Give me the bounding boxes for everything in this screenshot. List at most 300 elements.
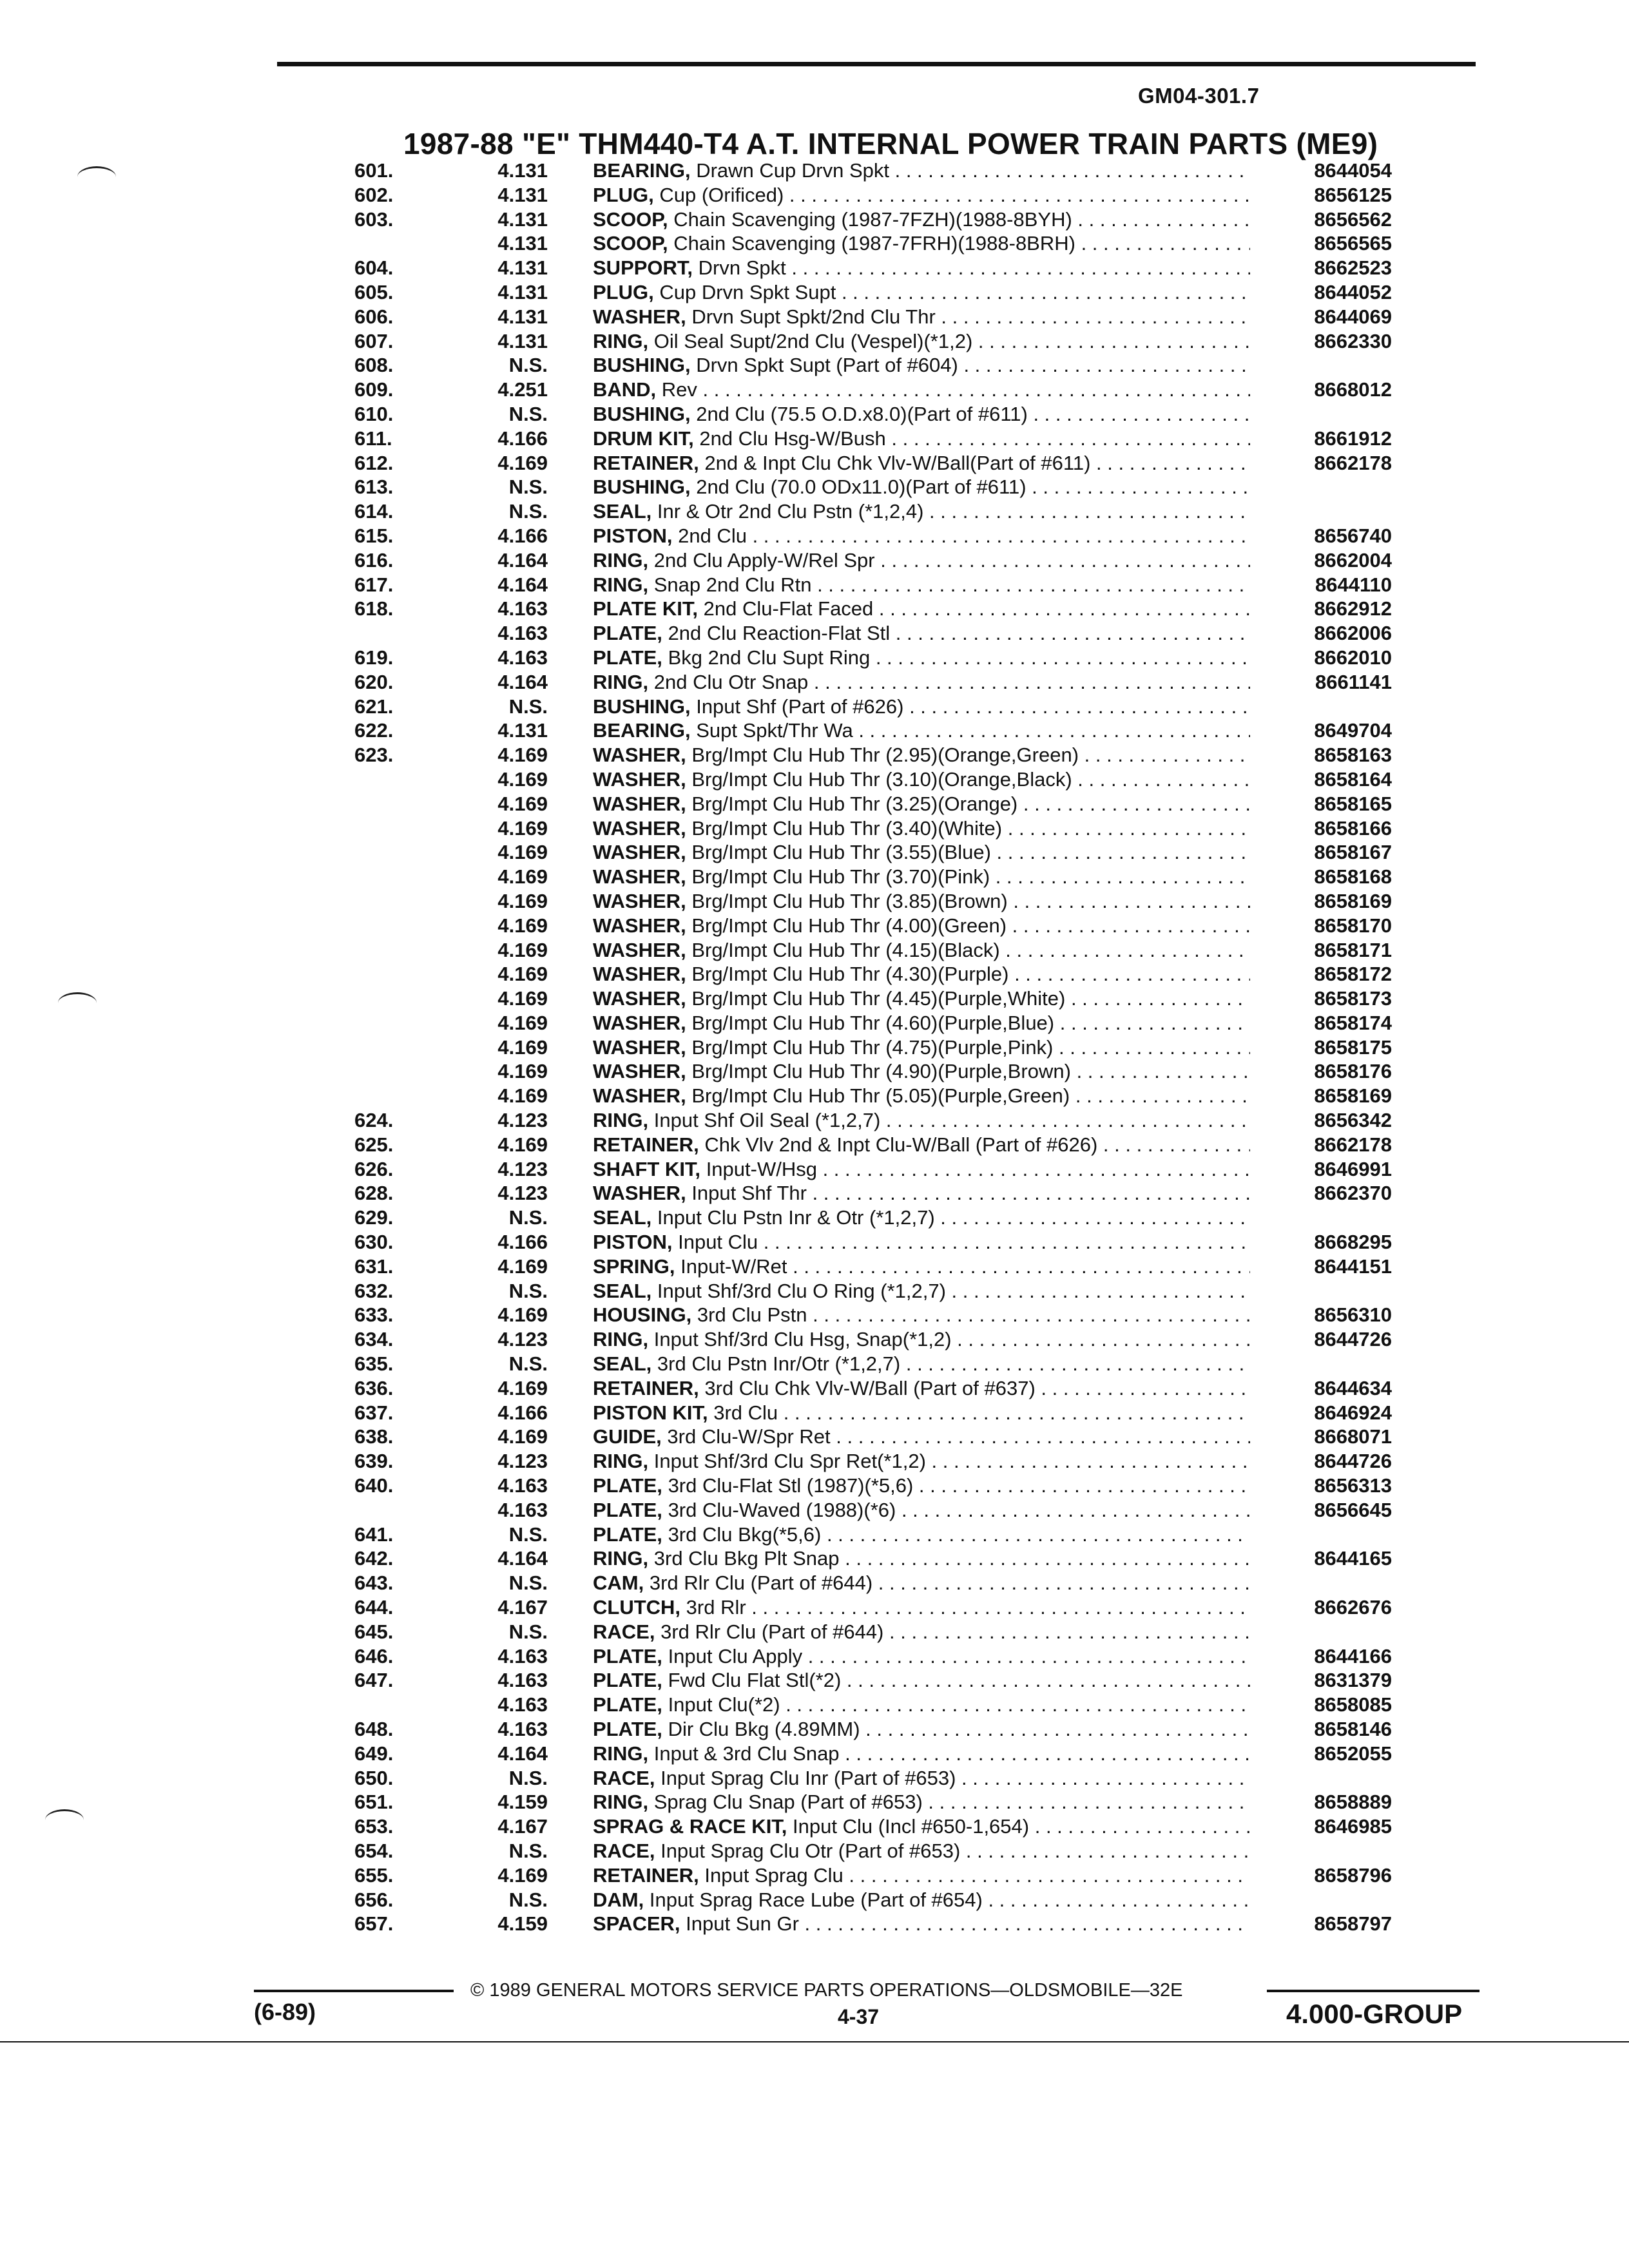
- table-row: [0, 743, 1629, 767]
- part-description: [593, 914, 1250, 938]
- figure-ref: 4.163: [497, 1693, 548, 1716]
- part-number: 8658174: [1314, 1011, 1392, 1034]
- part-number: 8658164: [1314, 767, 1392, 791]
- part-name: PISTON,: [593, 1231, 673, 1254]
- item-number: 634.: [354, 1328, 394, 1351]
- table-row: [0, 1814, 1629, 1839]
- figure-ref: 4.164: [497, 1547, 548, 1570]
- figure-ref: 4.169: [497, 987, 548, 1010]
- part-name: RETAINER,: [593, 1863, 699, 1887]
- part-name: RING,: [593, 1450, 649, 1473]
- part-description: [593, 1742, 1250, 1766]
- part-name: BUSHING,: [593, 476, 691, 499]
- part-detail: 3rd Clu Bkg Plt Snap: [653, 1547, 840, 1570]
- part-number: 8644165: [1314, 1547, 1392, 1570]
- figure-ref: 4.131: [497, 183, 548, 206]
- part-number: 8662010: [1314, 646, 1392, 669]
- table-row: [0, 1523, 1629, 1547]
- figure-ref: 4.169: [497, 816, 548, 840]
- footer-rule-right: [1267, 1990, 1480, 1992]
- part-detail: Input Shf (Part of #626): [696, 695, 904, 718]
- part-name: BUSHING,: [593, 695, 691, 718]
- figure-ref: 4.169: [497, 451, 548, 474]
- table-row: [0, 1376, 1629, 1401]
- table-row: [0, 1498, 1629, 1523]
- part-name: SPACER,: [593, 1912, 680, 1936]
- item-number: 643.: [354, 1571, 394, 1595]
- part-description: [593, 1376, 1250, 1401]
- figure-ref: 4.167: [497, 1815, 548, 1838]
- part-name: RACE,: [593, 1766, 655, 1789]
- part-detail: 2nd Clu (70.0 ODx11.0)(Part of #611): [696, 476, 1027, 499]
- item-number: 642.: [354, 1547, 394, 1570]
- figure-ref: 4.163: [497, 622, 548, 645]
- figure-ref: 4.169: [497, 1035, 548, 1059]
- part-name: PLATE,: [593, 1474, 662, 1497]
- table-row: [0, 670, 1629, 695]
- figure-ref: 4.169: [497, 792, 548, 815]
- part-name: BUSHING,: [593, 354, 691, 377]
- table-row: [0, 548, 1629, 573]
- part-name: WASHER,: [593, 963, 686, 986]
- copyright-line: © 1989 GENERAL MOTORS SERVICE PARTS OPERATIONS—OLDSMOBILE—32E: [470, 1980, 1183, 2001]
- part-number: 8662370: [1314, 1182, 1392, 1205]
- item-number: 648.: [354, 1718, 394, 1740]
- part-name: CLUTCH,: [593, 1596, 681, 1619]
- part-detail: Sprag Clu Snap (Part of #653): [653, 1791, 923, 1814]
- figure-ref: 4.163: [497, 1669, 548, 1692]
- part-description: [593, 231, 1250, 256]
- page-title: 1987-88 "E" THM440-T4 A.T. INTERNAL POWER TRAIN PARTS (ME9): [403, 127, 1378, 160]
- part-description: [593, 816, 1250, 841]
- part-description: [593, 621, 1250, 646]
- part-detail: Brg/Impt Clu Hub Thr (3.10)(Orange,Black): [691, 767, 1072, 791]
- part-number: 8658166: [1314, 816, 1392, 840]
- figure-ref: 4.123: [497, 1182, 548, 1205]
- item-number: 630.: [354, 1231, 394, 1254]
- item-number: 609.: [354, 378, 394, 401]
- part-name: BEARING,: [593, 159, 691, 182]
- part-detail: Input Clu(*2): [668, 1693, 780, 1716]
- part-number: 8658171: [1314, 938, 1392, 961]
- part-description: [593, 1766, 1250, 1791]
- part-description: [593, 597, 1250, 621]
- part-name: WASHER,: [593, 792, 686, 815]
- part-number: 8668012: [1314, 378, 1392, 401]
- figure-ref: 4.163: [497, 1498, 548, 1521]
- figure-ref: 4.169: [497, 1060, 548, 1083]
- figure-ref: N.S.: [508, 1352, 548, 1376]
- table-row: [0, 889, 1629, 914]
- part-detail: Brg/Impt Clu Hub Thr (4.90)(Purple,Brown): [691, 1060, 1071, 1083]
- part-detail: Input Clu: [678, 1231, 758, 1254]
- part-name: SEAL,: [593, 1279, 652, 1302]
- figure-ref: N.S.: [508, 500, 548, 523]
- part-description: [593, 1546, 1250, 1571]
- table-row: [0, 1108, 1629, 1133]
- part-description: [593, 1181, 1250, 1206]
- part-description: [593, 1425, 1250, 1449]
- part-description: [593, 718, 1250, 743]
- part-detail: Brg/Impt Clu Hub Thr (4.45)(Purple,White): [691, 987, 1066, 1010]
- footer-rule-left: [254, 1990, 454, 1992]
- part-description: [593, 573, 1250, 597]
- item-number: 614.: [354, 500, 394, 523]
- item-number: 602.: [354, 183, 394, 206]
- figure-ref: 4.163: [497, 646, 548, 669]
- figure-ref: N.S.: [508, 695, 548, 718]
- part-description: [593, 548, 1250, 573]
- item-number: 620.: [354, 670, 394, 693]
- part-name: PISTON KIT,: [593, 1401, 708, 1424]
- figure-ref: 4.169: [497, 889, 548, 912]
- figure-ref: 4.169: [497, 914, 548, 937]
- figure-ref: 4.123: [497, 1109, 548, 1132]
- item-number: 611.: [354, 427, 392, 450]
- part-detail: 3rd Rlr: [686, 1596, 746, 1619]
- part-name: SPRING,: [593, 1254, 675, 1278]
- table-row: [0, 353, 1629, 378]
- table-row: [0, 792, 1629, 816]
- part-name: RING,: [593, 573, 649, 596]
- figure-ref: 4.131: [497, 719, 548, 742]
- group-number: 4.000-GROUP: [1286, 1999, 1463, 2029]
- part-name: SEAL,: [593, 1206, 652, 1229]
- item-number: 654.: [354, 1839, 394, 1862]
- item-number: 653.: [354, 1815, 394, 1838]
- margin-mark: [58, 992, 97, 1014]
- part-detail: Input Shf/3rd Clu O Ring (*1,2,7): [657, 1279, 946, 1302]
- part-description: [593, 1863, 1250, 1888]
- part-description: [593, 1401, 1250, 1425]
- figure-ref: N.S.: [508, 354, 548, 377]
- item-number: 651.: [354, 1791, 394, 1814]
- figure-ref: 4.131: [497, 280, 548, 303]
- part-description: [593, 962, 1250, 986]
- part-name: SHAFT KIT,: [593, 1157, 701, 1180]
- part-number: 8646985: [1314, 1815, 1392, 1838]
- table-row: [0, 1474, 1629, 1498]
- table-row: [0, 1912, 1629, 1936]
- revision-date: (6-89): [254, 1999, 316, 2025]
- part-description: [593, 1084, 1250, 1108]
- part-detail: Fwd Clu Flat Stl(*2): [668, 1669, 842, 1692]
- table-row: [0, 938, 1629, 963]
- part-number: 8658169: [1314, 1084, 1392, 1108]
- part-detail: Input Shf/3rd Clu Hsg, Snap(*1,2): [653, 1328, 952, 1351]
- part-detail: Input Sprag Clu: [704, 1863, 843, 1887]
- figure-ref: N.S.: [508, 476, 548, 499]
- table-row: [0, 1352, 1629, 1376]
- part-description: [593, 1254, 1250, 1279]
- part-name: SCOOP,: [593, 207, 668, 231]
- table-row: [0, 1230, 1629, 1254]
- part-detail: 3rd Clu-Flat Stl (1987)(*5,6): [668, 1474, 914, 1497]
- part-name: WASHER,: [593, 767, 686, 791]
- part-number: 8649704: [1314, 719, 1392, 742]
- table-row: [0, 159, 1629, 183]
- part-detail: Brg/Impt Clu Hub Thr (3.85)(Brown): [691, 889, 1008, 912]
- table-row: [0, 524, 1629, 548]
- part-number: 8656313: [1314, 1474, 1392, 1497]
- part-number: 8662330: [1314, 329, 1392, 352]
- figure-ref: 4.169: [497, 1254, 548, 1278]
- table-row: [0, 280, 1629, 305]
- table-row: [0, 1327, 1629, 1352]
- part-number: 8662178: [1314, 451, 1392, 474]
- figure-ref: 4.123: [497, 1450, 548, 1473]
- figure-ref: 4.169: [497, 865, 548, 889]
- figure-ref: 4.167: [497, 1596, 548, 1619]
- part-number: 8662912: [1314, 597, 1392, 620]
- figure-ref: 4.169: [497, 938, 548, 961]
- figure-ref: 4.169: [497, 841, 548, 864]
- figure-ref: 4.169: [497, 1425, 548, 1448]
- part-description: [593, 670, 1250, 695]
- part-detail: Brg/Impt Clu Hub Thr (3.25)(Orange): [691, 792, 1018, 815]
- part-number: 8644110: [1315, 573, 1392, 596]
- item-number: 647.: [354, 1669, 394, 1692]
- figure-ref: 4.159: [497, 1791, 548, 1814]
- part-detail: Input Clu (Incl #650-1,654): [793, 1815, 1030, 1838]
- part-detail: Input-W/Hsg: [706, 1157, 817, 1180]
- parts-list: [0, 159, 1629, 1936]
- part-number: 8644726: [1314, 1328, 1392, 1351]
- part-detail: Input Shf/3rd Clu Spr Ret(*1,2): [653, 1450, 926, 1473]
- part-detail: 3rd Clu-W/Spr Ret: [667, 1425, 831, 1448]
- margin-mark: [77, 166, 116, 187]
- part-name: SCOOP,: [593, 232, 668, 255]
- part-detail: Brg/Impt Clu Hub Thr (3.40)(White): [691, 816, 1003, 840]
- item-number: 638.: [354, 1425, 394, 1448]
- table-row: [0, 183, 1629, 207]
- part-detail: Input & 3rd Clu Snap: [653, 1742, 840, 1765]
- part-name: PLATE,: [593, 622, 662, 645]
- part-description: [593, 1523, 1250, 1547]
- part-description: [593, 646, 1250, 670]
- table-row: [0, 865, 1629, 889]
- part-description: [593, 1693, 1250, 1717]
- part-name: CAM,: [593, 1571, 644, 1595]
- figure-ref: 4.131: [497, 256, 548, 280]
- figure-ref: 4.169: [497, 1084, 548, 1108]
- item-number: 625.: [354, 1133, 394, 1156]
- part-name: BUSHING,: [593, 402, 691, 425]
- part-name: WASHER,: [593, 841, 686, 864]
- part-detail: 3rd Clu Pstn Inr/Otr (*1,2,7): [657, 1352, 901, 1376]
- part-description: [593, 1595, 1250, 1620]
- table-row: [0, 1035, 1629, 1060]
- item-number: 612.: [354, 451, 394, 474]
- part-description: [593, 1449, 1250, 1474]
- part-number: 8658173: [1314, 987, 1392, 1010]
- part-detail: Drvn Spkt Supt (Part of #604): [696, 354, 958, 377]
- part-detail: Brg/Impt Clu Hub Thr (3.70)(Pink): [691, 865, 990, 889]
- figure-ref: 4.163: [497, 1644, 548, 1667]
- part-description: [593, 767, 1250, 792]
- part-detail: 2nd Clu: [678, 524, 747, 547]
- table-row: [0, 1059, 1629, 1084]
- part-name: RING,: [593, 1742, 649, 1765]
- table-row: [0, 621, 1629, 646]
- part-description: [593, 1888, 1250, 1912]
- item-number: 650.: [354, 1766, 394, 1789]
- figure-ref: 4.166: [497, 524, 548, 547]
- item-number: 619.: [354, 646, 394, 669]
- table-row: [0, 256, 1629, 280]
- part-detail: Brg/Impt Clu Hub Thr (4.15)(Black): [691, 938, 1000, 961]
- part-number: 8662676: [1314, 1596, 1392, 1619]
- part-number: 8652055: [1314, 1742, 1392, 1765]
- part-detail: Drvn Supt Spkt/2nd Clu Thr: [691, 305, 936, 328]
- part-description: [593, 889, 1250, 914]
- figure-ref: 4.251: [497, 378, 548, 401]
- part-description: [593, 1571, 1250, 1595]
- item-number: 607.: [354, 329, 394, 352]
- item-number: 604.: [354, 256, 394, 280]
- item-number: 613.: [354, 476, 394, 499]
- table-row: [0, 1742, 1629, 1766]
- part-detail: Rev: [661, 378, 697, 401]
- part-detail: Cup (Orificed): [659, 183, 784, 206]
- item-number: 616.: [354, 548, 394, 572]
- item-number: 628.: [354, 1182, 394, 1205]
- table-row: [0, 451, 1629, 476]
- part-detail: 3rd Clu Bkg(*5,6): [668, 1523, 822, 1546]
- part-description: [593, 743, 1250, 767]
- part-description: [593, 159, 1250, 183]
- part-detail: Input-W/Ret: [680, 1254, 787, 1278]
- table-row: [0, 816, 1629, 841]
- table-row: [0, 767, 1629, 792]
- item-number: 615.: [354, 524, 394, 547]
- part-detail: 3rd Rlr Clu (Part of #644): [649, 1571, 873, 1595]
- part-name: RING,: [593, 1109, 649, 1132]
- table-row: [0, 1254, 1629, 1279]
- part-description: [593, 499, 1250, 524]
- part-description: [593, 329, 1250, 354]
- part-number: 8646924: [1314, 1401, 1392, 1424]
- item-number: 636.: [354, 1376, 394, 1399]
- part-name: WASHER,: [593, 1035, 686, 1059]
- figure-ref: 4.164: [497, 573, 548, 596]
- part-number: 8631379: [1314, 1669, 1392, 1692]
- part-description: [593, 1108, 1250, 1133]
- part-name: SEAL,: [593, 500, 652, 523]
- table-row: [0, 1620, 1629, 1644]
- part-name: PLUG,: [593, 280, 654, 303]
- part-description: [593, 1352, 1250, 1376]
- part-description: [593, 1790, 1250, 1814]
- part-detail: Input Sprag Race Lube (Part of #654): [649, 1888, 983, 1911]
- part-name: DRUM KIT,: [593, 427, 694, 450]
- item-number: 605.: [354, 280, 394, 303]
- table-row: [0, 1571, 1629, 1595]
- item-number: 639.: [354, 1450, 394, 1473]
- part-description: [593, 353, 1250, 378]
- item-number: 617.: [354, 573, 394, 596]
- figure-ref: N.S.: [508, 1571, 548, 1595]
- figure-ref: 4.169: [497, 1011, 548, 1034]
- figure-ref: N.S.: [508, 1523, 548, 1546]
- table-row: [0, 1839, 1629, 1863]
- figure-ref: 4.123: [497, 1328, 548, 1351]
- figure-ref: N.S.: [508, 1766, 548, 1789]
- part-detail: Input Clu Pstn Inr & Otr (*1,2,7): [657, 1206, 935, 1229]
- part-detail: Input Shf Oil Seal (*1,2,7): [653, 1109, 881, 1132]
- part-description: [593, 1035, 1250, 1060]
- part-name: WASHER,: [593, 1182, 686, 1205]
- item-number: 649.: [354, 1742, 394, 1765]
- part-description: [593, 1157, 1250, 1182]
- table-row: [0, 1888, 1629, 1912]
- part-number: 8658167: [1314, 841, 1392, 864]
- figure-ref: 4.163: [497, 1718, 548, 1740]
- table-row: [0, 1693, 1629, 1717]
- part-name: RETAINER,: [593, 1376, 699, 1399]
- part-description: [593, 378, 1250, 402]
- part-description: [593, 1814, 1250, 1839]
- part-name: PLATE,: [593, 1498, 662, 1521]
- part-number: 8662006: [1314, 622, 1392, 645]
- item-number: 626.: [354, 1157, 394, 1180]
- table-row: [0, 914, 1629, 938]
- table-row: [0, 1595, 1629, 1620]
- part-description: [593, 840, 1250, 865]
- part-detail: 2nd Clu Hsg-W/Bush: [699, 427, 886, 450]
- part-number: 8662178: [1314, 1133, 1392, 1156]
- part-description: [593, 305, 1250, 329]
- part-number: 8658797: [1314, 1912, 1392, 1936]
- figure-ref: 4.169: [497, 1376, 548, 1399]
- table-row: [0, 207, 1629, 232]
- table-row: [0, 1425, 1629, 1449]
- part-number: 8656645: [1314, 1498, 1392, 1521]
- part-detail: 2nd Clu (75.5 O.D.x8.0)(Part of #611): [696, 402, 1028, 425]
- part-number: 8656562: [1314, 207, 1392, 231]
- part-description: [593, 1912, 1250, 1936]
- table-row: [0, 1133, 1629, 1157]
- part-detail: Brg/Impt Clu Hub Thr (4.60)(Purple,Blue): [691, 1011, 1055, 1034]
- item-number: 610.: [354, 402, 394, 425]
- page-number: 4-37: [838, 2005, 880, 2028]
- part-name: SUPPORT,: [593, 256, 693, 280]
- part-number: 8656342: [1314, 1109, 1392, 1132]
- part-detail: Drawn Cup Drvn Spkt: [696, 159, 889, 182]
- part-name: RING,: [593, 1547, 649, 1570]
- part-number: 8658163: [1314, 744, 1392, 767]
- part-name: RING,: [593, 548, 649, 572]
- item-number: 635.: [354, 1352, 394, 1376]
- table-row: [0, 1401, 1629, 1425]
- item-number: 623.: [354, 744, 394, 767]
- part-number: 8658146: [1314, 1718, 1392, 1740]
- item-number: 644.: [354, 1596, 394, 1619]
- table-row: [0, 1303, 1629, 1327]
- part-name: PLATE,: [593, 1693, 662, 1716]
- part-detail: 3rd Clu-Waved (1988)(*6): [668, 1498, 896, 1521]
- part-name: PISTON,: [593, 524, 673, 547]
- item-number: 618.: [354, 597, 394, 620]
- part-description: [593, 938, 1250, 963]
- part-name: RACE,: [593, 1839, 655, 1862]
- part-description: [593, 427, 1250, 451]
- part-number: 8644726: [1314, 1450, 1392, 1473]
- part-name: RING,: [593, 670, 649, 693]
- table-row: [0, 1863, 1629, 1888]
- part-detail: 2nd Clu-Flat Faced: [703, 597, 874, 620]
- part-number: 8658170: [1314, 914, 1392, 937]
